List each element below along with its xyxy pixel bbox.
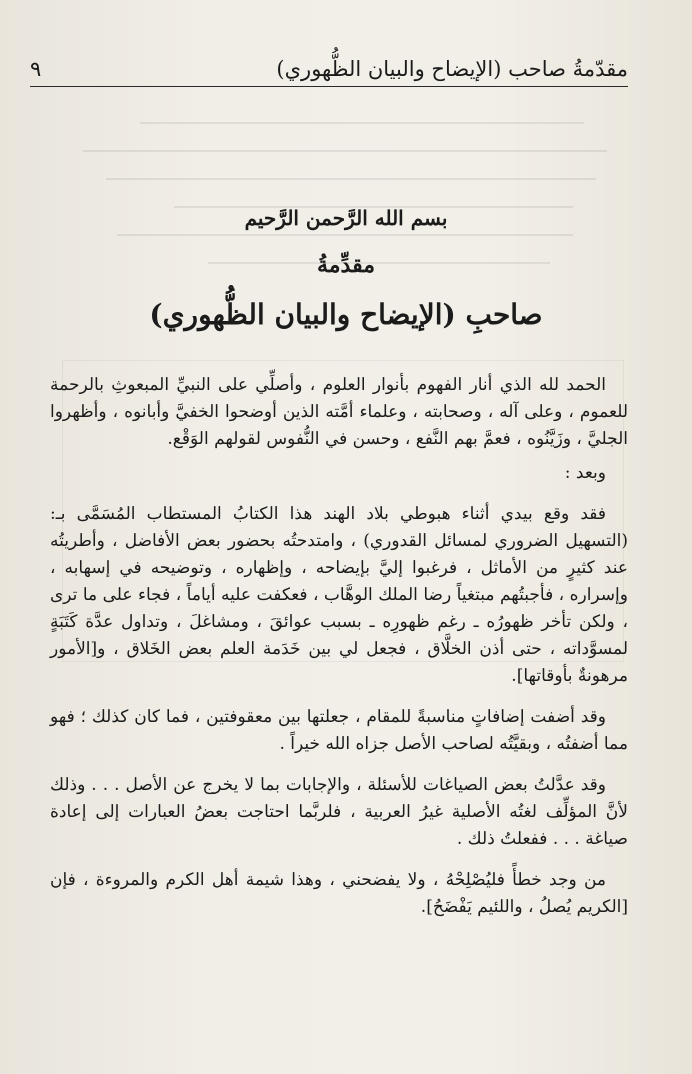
- body-text: [50, 372, 628, 928]
- section-title: مقدِّمةُ: [316, 252, 376, 278]
- paragraph-wa-baad: وبعد :: [564, 463, 606, 483]
- header-title: مقدّمةُ صاحب (الإيضاح والبيان الظُّهوري): [276, 57, 628, 81]
- running-header: [30, 54, 628, 87]
- book-title: صاحبِ (الإيضاح والبيان الظُّهوري): [149, 298, 543, 331]
- paragraph-editing: وقد عدَّلتُ بعض الصياغات للأسئلة ، والإجابات بما لا يخرج عن الأصل . . . وذلك لأنَّ المؤلِّف لغتُه الأصلية غيرُ العربية ، فلربَّما احتاجت بعضُ العبارات إلى إعادة صياغة . . . ففعلتُ ذلك .: [50, 775, 628, 849]
- paragraph-story: فقد وقع بيدي أثناء هبوطي بلاد الهند هذا الكتابُ المستطاب المُسَمَّى بـ: (التسهيل الضروري لمسائل القدوري) ، وامتدحتُه بحضور بعض الأفاضل ، وأطريتُه عند كثيرٍ من الأماثل ، فرغبوا إليَّ بإيضاحه ، وإظهاره ، وتوضيحه في إسهابه ، وإسراره ، فأجبتُهم مبتغياً رضا الملك الوهَّاب ، فعكفت عليه أياماً ، فجاء على ما ترى ، ولكن تأخر ظهورُه ـ رغم ظهورِه ـ بسبب عوائقَ ، ومشاغلَ ، وتداول عدَّة كَتَبَةٍ لمسوَّداته ، حتى أذن الخلَّاق ، فجعل لي بين خَدَمة العلم بعض الخَلاق ، و[الأمور مرهونةٌ بأوقاتها].: [50, 504, 628, 686]
- bismillah: بسم الله الرَّحمن الرَّحيم: [244, 206, 448, 230]
- page-number: ٩: [30, 57, 42, 81]
- paragraph-additions: وقد أضفت إضافاتٍ مناسبةً للمقام ، جعلتها بين معقوفتين ، فما كان كذلك ؛ فهو مما أضفتُه ، وبقيَّتُه لصاحب الأصل جزاه الله خيراً .: [50, 707, 628, 754]
- paragraph-praise: الحمد لله الذي أنار الفهوم بأنوار العلوم ، وأصلِّي على النبيِّ المبعوثِ بالرحمة للعموم ، وعلى آله ، وصحابته ، وعلماء أمَّته الذين أوضحوا الخفيَّ وأبانوه ، وأظهروا الجليَّ ، وزَيَّنُوه ، فعمَّ بهم النَّفع ، وحسن في النُّفوس لقولهم الوَقْع.: [50, 375, 628, 449]
- paragraph-closing: من وجد خطأً فليُصْلِحْهُ ، ولا يفضحني ، وهذا شيمة أهل الكرم والمروءة ، فإن [الكريم يُصلُ ، واللئيم يَفْضَحُ].: [50, 870, 628, 917]
